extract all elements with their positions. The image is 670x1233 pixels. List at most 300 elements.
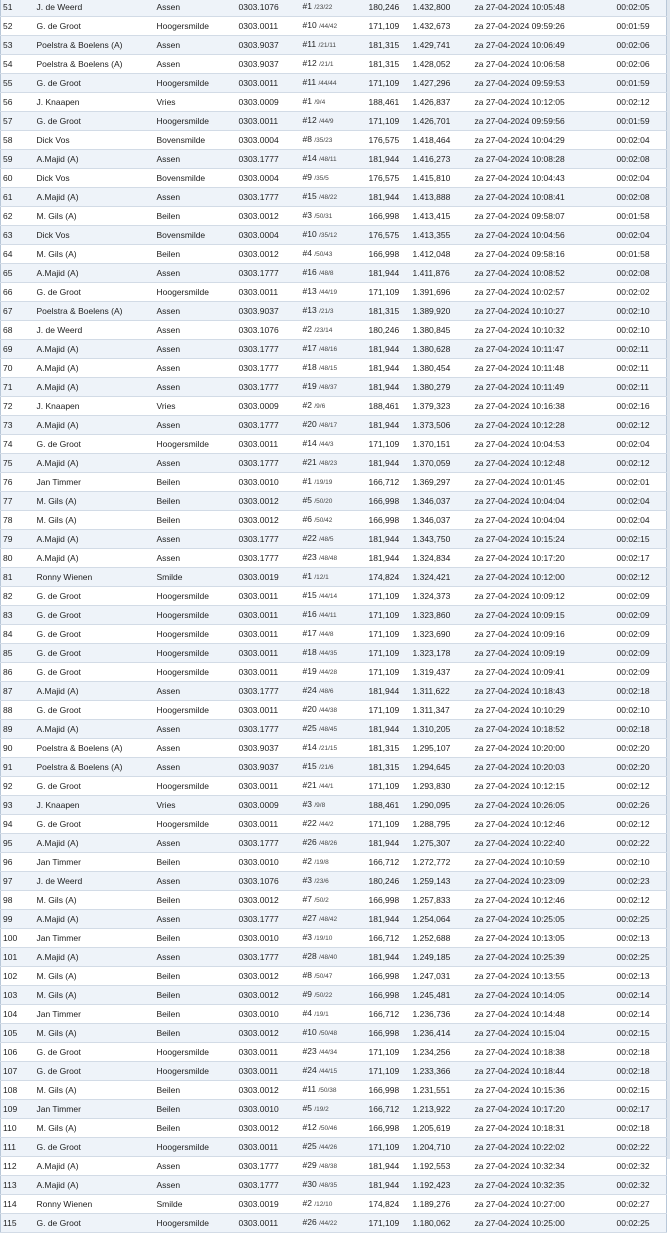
cell-name: G. de Groot — [35, 74, 155, 93]
cell-place: Assen — [155, 910, 237, 929]
cell-entry — [301, 112, 367, 131]
cell-time: 00:02:11 — [615, 378, 667, 397]
cell-name: Poelstra & Boelens (A) — [35, 739, 155, 758]
cell-name: G. de Groot — [35, 435, 155, 454]
entry-sub: /48/42 — [319, 916, 338, 923]
table-row — [1, 435, 667, 454]
cell-id: 0303.0010 — [237, 1100, 301, 1119]
cell-speed: 1.311,347 — [411, 701, 473, 720]
entry-sub: /35/23 — [314, 137, 333, 144]
cell-pos: 111 — [1, 1138, 35, 1157]
table-row — [1, 150, 667, 169]
cell-place: Beilen — [155, 967, 237, 986]
table-row — [1, 758, 667, 777]
table-row — [1, 1195, 667, 1214]
table-row — [1, 606, 667, 625]
cell-name: J. Knaapen — [35, 93, 155, 112]
cell-id: 0303.0011 — [237, 1043, 301, 1062]
cell-speed: 1.272,772 — [411, 853, 473, 872]
cell-id: 0303.9037 — [237, 758, 301, 777]
cell-entry — [301, 93, 367, 112]
cell-pos: 86 — [1, 663, 35, 682]
cell-dist: 176,575 — [367, 169, 411, 188]
entry-number: #17 — [302, 628, 317, 638]
cell-place: Assen — [155, 378, 237, 397]
cell-arrival: za 27-04-2024 10:18:38 — [473, 1043, 615, 1062]
cell-name: M. Gils (A) — [35, 1081, 155, 1100]
cell-place: Assen — [155, 758, 237, 777]
cell-pos: 73 — [1, 416, 35, 435]
cell-place: Assen — [155, 150, 237, 169]
cell-speed: 1.411,876 — [411, 264, 473, 283]
cell-entry — [301, 340, 367, 359]
cell-id: 0303.1777 — [237, 682, 301, 701]
cell-entry — [301, 207, 367, 226]
cell-speed: 1.234,256 — [411, 1043, 473, 1062]
cell-dist: 180,246 — [367, 0, 411, 17]
cell-arrival: za 27-04-2024 09:59:53 — [473, 74, 615, 93]
cell-arrival: za 27-04-2024 10:04:29 — [473, 131, 615, 150]
cell-dist: 181,944 — [367, 834, 411, 853]
cell-place: Beilen — [155, 207, 237, 226]
cell-time: 00:02:10 — [615, 302, 667, 321]
cell-time: 00:02:15 — [615, 1081, 667, 1100]
cell-pos: 97 — [1, 872, 35, 891]
cell-name: Jan Timmer — [35, 473, 155, 492]
cell-name: M. Gils (A) — [35, 492, 155, 511]
cell-entry — [301, 530, 367, 549]
cell-name: M. Gils (A) — [35, 1024, 155, 1043]
cell-entry — [301, 264, 367, 283]
cell-dist: 181,315 — [367, 739, 411, 758]
cell-dist: 176,575 — [367, 226, 411, 245]
cell-time: 00:02:26 — [615, 796, 667, 815]
cell-name: G. de Groot — [35, 1062, 155, 1081]
cell-dist: 171,109 — [367, 112, 411, 131]
cell-speed: 1.236,414 — [411, 1024, 473, 1043]
entry-number: #2 — [302, 1198, 312, 1208]
table-row — [1, 321, 667, 340]
cell-entry — [301, 1043, 367, 1062]
cell-speed: 1.413,415 — [411, 207, 473, 226]
cell-arrival: za 27-04-2024 10:02:57 — [473, 283, 615, 302]
cell-id: 0303.0010 — [237, 929, 301, 948]
entry-number: #15 — [302, 761, 317, 771]
cell-time: 00:02:04 — [615, 131, 667, 150]
cell-entry — [301, 1157, 367, 1176]
cell-pos: 64 — [1, 245, 35, 264]
entry-sub: /50/47 — [314, 973, 333, 980]
cell-entry — [301, 378, 367, 397]
table-row — [1, 511, 667, 530]
cell-pos: 78 — [1, 511, 35, 530]
cell-time: 00:02:15 — [615, 530, 667, 549]
entry-sub: /23/6 — [314, 878, 329, 885]
cell-name: J. de Weerd — [35, 321, 155, 340]
cell-arrival: za 27-04-2024 10:22:40 — [473, 834, 615, 853]
cell-entry — [301, 1081, 367, 1100]
cell-pos: 76 — [1, 473, 35, 492]
cell-dist: 166,712 — [367, 1100, 411, 1119]
cell-speed: 1.346,037 — [411, 511, 473, 530]
table-row — [1, 682, 667, 701]
cell-place: Hoogersmilde — [155, 283, 237, 302]
cell-speed: 1.380,279 — [411, 378, 473, 397]
cell-speed: 1.254,064 — [411, 910, 473, 929]
cell-dist: 166,998 — [367, 967, 411, 986]
table-row — [1, 1119, 667, 1138]
cell-entry — [301, 245, 367, 264]
cell-dist: 181,944 — [367, 1157, 411, 1176]
cell-id: 0303.9037 — [237, 55, 301, 74]
cell-arrival: za 27-04-2024 10:08:52 — [473, 264, 615, 283]
cell-name: A.Majid (A) — [35, 378, 155, 397]
cell-time: 00:02:12 — [615, 416, 667, 435]
cell-speed: 1.370,059 — [411, 454, 473, 473]
cell-place: Bovensmilde — [155, 131, 237, 150]
cell-arrival: za 27-04-2024 09:59:26 — [473, 17, 615, 36]
cell-pos: 89 — [1, 720, 35, 739]
cell-time: 00:01:59 — [615, 17, 667, 36]
cell-name: Ronny Wienen — [35, 568, 155, 587]
entry-sub: /48/48 — [319, 555, 338, 562]
entry-sub: /48/17 — [319, 422, 338, 429]
cell-pos: 75 — [1, 454, 35, 473]
cell-place: Assen — [155, 340, 237, 359]
table-row — [1, 17, 667, 36]
table-row — [1, 1043, 667, 1062]
cell-entry — [301, 321, 367, 340]
cell-speed: 1.257,833 — [411, 891, 473, 910]
cell-arrival: za 27-04-2024 10:13:55 — [473, 967, 615, 986]
cell-time: 00:02:22 — [615, 834, 667, 853]
cell-place: Beilen — [155, 1119, 237, 1138]
cell-name: A.Majid (A) — [35, 720, 155, 739]
cell-place: Assen — [155, 321, 237, 340]
cell-arrival: za 27-04-2024 10:09:41 — [473, 663, 615, 682]
cell-time: 00:02:14 — [615, 986, 667, 1005]
cell-place: Hoogersmilde — [155, 777, 237, 796]
cell-id: 0303.1076 — [237, 321, 301, 340]
cell-name: J. Knaapen — [35, 796, 155, 815]
entry-number: #22 — [302, 818, 317, 828]
entry-number: #5 — [302, 1103, 312, 1113]
entry-number: #16 — [302, 267, 317, 277]
cell-dist: 171,109 — [367, 1138, 411, 1157]
cell-name: M. Gils (A) — [35, 511, 155, 530]
cell-id: 0303.0011 — [237, 283, 301, 302]
cell-id: 0303.0010 — [237, 853, 301, 872]
entry-number: #21 — [302, 780, 317, 790]
entry-sub: /19/1 — [314, 1011, 329, 1018]
cell-time: 00:02:11 — [615, 359, 667, 378]
cell-pos: 107 — [1, 1062, 35, 1081]
cell-place: Hoogersmilde — [155, 815, 237, 834]
cell-dist: 181,944 — [367, 340, 411, 359]
cell-entry — [301, 1176, 367, 1195]
cell-time: 00:02:18 — [615, 720, 667, 739]
table-row — [1, 93, 667, 112]
cell-dist: 181,315 — [367, 758, 411, 777]
cell-name: Dick Vos — [35, 169, 155, 188]
cell-name: A.Majid (A) — [35, 340, 155, 359]
cell-dist: 166,998 — [367, 986, 411, 1005]
entry-number: #14 — [302, 153, 317, 163]
cell-entry — [301, 663, 367, 682]
cell-id: 0303.0011 — [237, 815, 301, 834]
table-row — [1, 188, 667, 207]
cell-name: J. de Weerd — [35, 872, 155, 891]
cell-dist: 166,712 — [367, 1005, 411, 1024]
cell-entry — [301, 74, 367, 93]
cell-pos: 71 — [1, 378, 35, 397]
entry-sub: /50/42 — [314, 517, 333, 524]
cell-id: 0303.1777 — [237, 454, 301, 473]
cell-id: 0303.1777 — [237, 340, 301, 359]
cell-entry — [301, 36, 367, 55]
cell-place: Beilen — [155, 245, 237, 264]
cell-dist: 174,824 — [367, 568, 411, 587]
cell-time: 00:02:10 — [615, 701, 667, 720]
cell-pos: 104 — [1, 1005, 35, 1024]
cell-dist: 171,109 — [367, 625, 411, 644]
cell-pos: 113 — [1, 1176, 35, 1195]
cell-time: 00:02:05 — [615, 0, 667, 17]
cell-id: 0303.1777 — [237, 549, 301, 568]
cell-name: G. de Groot — [35, 17, 155, 36]
cell-place: Hoogersmilde — [155, 663, 237, 682]
table-row — [1, 872, 667, 891]
cell-name: M. Gils (A) — [35, 967, 155, 986]
cell-id: 0303.1777 — [237, 1157, 301, 1176]
table-row — [1, 929, 667, 948]
cell-pos: 101 — [1, 948, 35, 967]
cell-speed: 1.324,421 — [411, 568, 473, 587]
cell-pos: 100 — [1, 929, 35, 948]
cell-name: Jan Timmer — [35, 853, 155, 872]
cell-dist: 171,109 — [367, 1062, 411, 1081]
cell-entry — [301, 758, 367, 777]
entry-sub: /44/1 — [319, 783, 334, 790]
cell-name: M. Gils (A) — [35, 986, 155, 1005]
cell-entry — [301, 226, 367, 245]
cell-name: A.Majid (A) — [35, 682, 155, 701]
cell-entry — [301, 625, 367, 644]
table-row — [1, 986, 667, 1005]
cell-time: 00:02:17 — [615, 1100, 667, 1119]
cell-arrival: za 27-04-2024 10:04:04 — [473, 511, 615, 530]
cell-arrival: za 27-04-2024 10:13:05 — [473, 929, 615, 948]
cell-pos: 105 — [1, 1024, 35, 1043]
entry-number: #24 — [302, 1065, 317, 1075]
cell-time: 00:02:17 — [615, 549, 667, 568]
cell-entry — [301, 150, 367, 169]
cell-speed: 1.290,095 — [411, 796, 473, 815]
table-row — [1, 530, 667, 549]
cell-time: 00:02:25 — [615, 1214, 667, 1233]
cell-id: 0303.0011 — [237, 1138, 301, 1157]
cell-dist: 181,944 — [367, 948, 411, 967]
cell-place: Beilen — [155, 492, 237, 511]
cell-name: A.Majid (A) — [35, 1157, 155, 1176]
cell-pos: 106 — [1, 1043, 35, 1062]
cell-entry — [301, 511, 367, 530]
table-row — [1, 663, 667, 682]
cell-name: A.Majid (A) — [35, 150, 155, 169]
cell-pos: 53 — [1, 36, 35, 55]
cell-place: Beilen — [155, 1024, 237, 1043]
cell-name: G. de Groot — [35, 663, 155, 682]
cell-dist: 181,944 — [367, 359, 411, 378]
cell-time: 00:02:08 — [615, 150, 667, 169]
cell-entry — [301, 796, 367, 815]
cell-speed: 1.311,622 — [411, 682, 473, 701]
cell-arrival: za 27-04-2024 10:18:52 — [473, 720, 615, 739]
cell-name: Jan Timmer — [35, 1005, 155, 1024]
cell-speed: 1.428,052 — [411, 55, 473, 74]
cell-time: 00:02:09 — [615, 625, 667, 644]
entry-sub: /48/23 — [319, 460, 338, 467]
table-row — [1, 720, 667, 739]
cell-id: 0303.0004 — [237, 226, 301, 245]
table-row — [1, 587, 667, 606]
cell-name: G. de Groot — [35, 777, 155, 796]
cell-time: 00:01:59 — [615, 112, 667, 131]
cell-time: 00:02:18 — [615, 1119, 667, 1138]
cell-place: Bovensmilde — [155, 226, 237, 245]
cell-id: 0303.0004 — [237, 169, 301, 188]
cell-pos: 110 — [1, 1119, 35, 1138]
cell-place: Hoogersmilde — [155, 1214, 237, 1233]
cell-speed: 1.380,628 — [411, 340, 473, 359]
cell-arrival: za 27-04-2024 10:32:35 — [473, 1176, 615, 1195]
cell-id: 0303.0009 — [237, 397, 301, 416]
cell-entry — [301, 568, 367, 587]
cell-name: A.Majid (A) — [35, 1176, 155, 1195]
cell-dist: 188,461 — [367, 93, 411, 112]
entry-number: #9 — [302, 989, 312, 999]
cell-name: G. de Groot — [35, 587, 155, 606]
cell-name: G. de Groot — [35, 625, 155, 644]
cell-entry — [301, 872, 367, 891]
cell-place: Vries — [155, 796, 237, 815]
cell-arrival: za 27-04-2024 10:18:44 — [473, 1062, 615, 1081]
table-row — [1, 302, 667, 321]
cell-pos: 83 — [1, 606, 35, 625]
table-row — [1, 568, 667, 587]
cell-name: Poelstra & Boelens (A) — [35, 302, 155, 321]
cell-name: Jan Timmer — [35, 929, 155, 948]
cell-entry — [301, 131, 367, 150]
cell-id: 0303.0004 — [237, 131, 301, 150]
cell-id: 0303.0011 — [237, 701, 301, 720]
entry-number: #29 — [302, 1160, 317, 1170]
entry-sub: /12/1 — [314, 574, 329, 581]
cell-speed: 1.373,506 — [411, 416, 473, 435]
entry-sub: /48/8 — [319, 270, 334, 277]
cell-arrival: za 27-04-2024 10:26:05 — [473, 796, 615, 815]
table-row — [1, 1024, 667, 1043]
cell-arrival: za 27-04-2024 10:15:04 — [473, 1024, 615, 1043]
cell-name: J. Knaapen — [35, 397, 155, 416]
cell-place: Smilde — [155, 1195, 237, 1214]
entry-sub: /21/15 — [319, 745, 338, 752]
cell-arrival: za 27-04-2024 10:12:46 — [473, 815, 615, 834]
cell-dist: 171,109 — [367, 701, 411, 720]
cell-time: 00:02:12 — [615, 815, 667, 834]
cell-place: Beilen — [155, 891, 237, 910]
entry-sub: /35/5 — [314, 175, 329, 182]
cell-time: 00:02:13 — [615, 929, 667, 948]
cell-pos: 93 — [1, 796, 35, 815]
entry-number: #18 — [302, 362, 317, 372]
cell-name: A.Majid (A) — [35, 359, 155, 378]
cell-arrival: za 27-04-2024 10:09:19 — [473, 644, 615, 663]
cell-place: Hoogersmilde — [155, 701, 237, 720]
cell-pos: 114 — [1, 1195, 35, 1214]
cell-time: 00:02:18 — [615, 1043, 667, 1062]
cell-id: 0303.1777 — [237, 188, 301, 207]
cell-id: 0303.1777 — [237, 530, 301, 549]
cell-arrival: za 27-04-2024 10:18:43 — [473, 682, 615, 701]
table-row — [1, 473, 667, 492]
cell-id: 0303.0012 — [237, 1081, 301, 1100]
cell-pos: 52 — [1, 17, 35, 36]
cell-pos: 72 — [1, 397, 35, 416]
cell-place: Assen — [155, 530, 237, 549]
entry-sub: /48/26 — [319, 840, 338, 847]
cell-entry — [301, 416, 367, 435]
entry-sub: /12/10 — [314, 1201, 333, 1208]
table-row — [1, 739, 667, 758]
cell-dist: 181,315 — [367, 36, 411, 55]
cell-dist: 171,109 — [367, 644, 411, 663]
cell-dist: 176,575 — [367, 131, 411, 150]
cell-arrival: za 27-04-2024 10:06:49 — [473, 36, 615, 55]
cell-arrival: za 27-04-2024 10:14:05 — [473, 986, 615, 1005]
cell-speed: 1.369,297 — [411, 473, 473, 492]
cell-speed: 1.233,366 — [411, 1062, 473, 1081]
entry-sub: /44/22 — [319, 1220, 338, 1227]
cell-id: 0303.0012 — [237, 1024, 301, 1043]
cell-arrival: za 27-04-2024 10:23:09 — [473, 872, 615, 891]
entry-sub: /44/14 — [319, 593, 338, 600]
cell-pos: 81 — [1, 568, 35, 587]
cell-entry — [301, 986, 367, 1005]
cell-dist: 171,109 — [367, 606, 411, 625]
cell-pos: 55 — [1, 74, 35, 93]
cell-arrival: za 27-04-2024 10:11:47 — [473, 340, 615, 359]
table-row — [1, 0, 667, 17]
cell-pos: 67 — [1, 302, 35, 321]
cell-id: 0303.0009 — [237, 93, 301, 112]
cell-time: 00:02:04 — [615, 169, 667, 188]
table-row — [1, 853, 667, 872]
entry-number: #23 — [302, 552, 317, 562]
cell-time: 00:02:14 — [615, 1005, 667, 1024]
cell-arrival: za 27-04-2024 10:04:53 — [473, 435, 615, 454]
cell-arrival: za 27-04-2024 10:10:59 — [473, 853, 615, 872]
cell-pos: 88 — [1, 701, 35, 720]
cell-pos: 59 — [1, 150, 35, 169]
cell-speed: 1.189,276 — [411, 1195, 473, 1214]
cell-place: Vries — [155, 397, 237, 416]
entry-number: #11 — [302, 39, 317, 49]
table-row — [1, 169, 667, 188]
cell-id: 0303.0010 — [237, 473, 301, 492]
entry-sub: /23/14 — [314, 327, 333, 334]
entry-sub: /19/8 — [314, 859, 329, 866]
